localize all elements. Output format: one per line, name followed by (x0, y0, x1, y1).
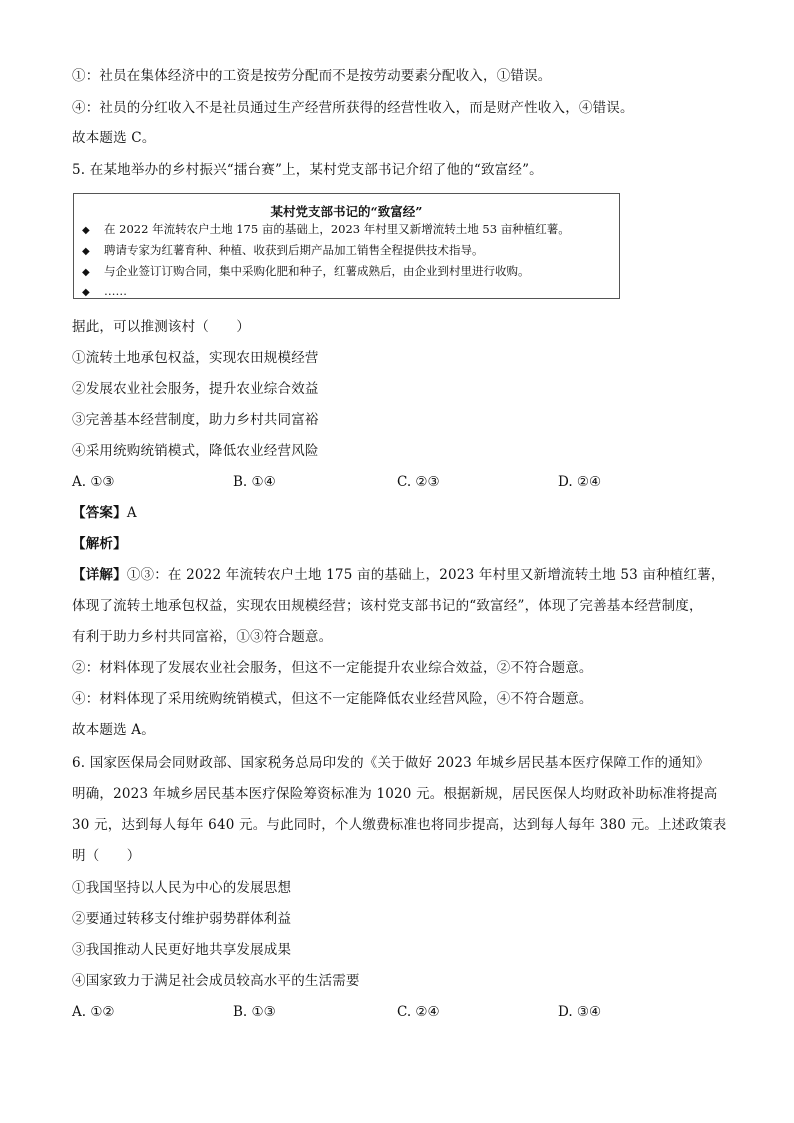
diamond-bullet-icon: ◆ (82, 287, 90, 298)
q6-option-d: D. ③④ (558, 1004, 602, 1020)
q6-option-b: B. ①③ (233, 1004, 276, 1020)
q6-option-c: C. ②④ (397, 1004, 440, 1020)
diamond-bullet-icon: ◆ (82, 267, 90, 278)
q5-bullet: ◆ …… (82, 283, 127, 301)
answer-tag: 【答案】 (72, 505, 127, 521)
q5-bullet: ◆ 在 2022 年流转农户土地 175 亩的基础上，2023 年村里又新增流转土地 53 亩种植红薯。 (82, 221, 570, 239)
q5-bullet: ◆ 与企业签订订购合同，集中采购化肥和种子，红薯成熟后，由企业到村里进行收购。 (82, 263, 530, 281)
detail-tag: 【详解】 (72, 567, 127, 583)
q5-stem: 5. 在某地举办的乡村振兴“擂台赛”上，某村党支部书记介绍了他的“致富经”。 (72, 162, 543, 178)
q5-answer (72, 504, 137, 522)
q6-stem-line-1: 6. 国家医保局会同财政部、国家税务总局印发的《关于做好 2023 年城乡居民基本医疗保障工作的通知》 (72, 755, 710, 771)
conclusion-line: 故本题选 C。 (72, 130, 156, 146)
q6-statement-1: ①我国坚持以人民为中心的发展思想 (72, 880, 292, 896)
q5-statement-2: ②发展农业社会服务，提升农业综合效益 (72, 381, 319, 397)
q5-detail-line-4: ②：材料体现了发展农业社会服务，但这不一定能提升农业综合效益，②不符合题意。 (72, 660, 593, 676)
q5-option-d: D. ②④ (558, 474, 602, 490)
q5-detail-line-6: 故本题选 A。 (72, 722, 155, 738)
q5-statement-4: ④采用统购统销模式，降低农业经营风险 (72, 443, 319, 459)
q5-detail-line-3: 有利于助力乡村共同富裕，①③符合题意。 (72, 629, 333, 645)
q6-stem-line-3: 30 元，达到每人每年 640 元。与此同时，个人缴费标准也将同步提高，达到每人每年 380 元。上述政策表 (72, 817, 727, 833)
q6-statement-3: ③我国推动人民更好地共享发展成果 (72, 942, 292, 958)
q5-statement-1: ①流转土地承包权益，实现农田规模经营 (72, 350, 319, 366)
q5-detail-line-5: ④：材料体现了采用统购统销模式，但这不一定能降低农业经营风险，④不符合题意。 (72, 691, 593, 707)
q5-option-a: A. ①③ (72, 474, 115, 490)
analysis-line-1: ①：社员在集体经济中的工资是按劳分配而不是按劳动要素分配收入，①错误。 (72, 68, 552, 84)
answer-value: A (126, 505, 137, 521)
diamond-bullet-icon: ◆ (82, 246, 90, 257)
q5-detail-line-2: 体现了流转土地承包权益，实现农田规模经营；该村党支部书记的“致富经”，体现了完善基本经营制度， (72, 598, 703, 614)
q5-prompt: 据此，可以推测该村（ ） (72, 319, 251, 335)
analysis-line-4: ④：社员的分红收入不是社员通过生产经营所获得的经营性收入，而是财产性收入，④错误。 (72, 100, 634, 116)
q5-detail-line-1: 【详解】①③：在 2022 年流转农户土地 175 亩的基础上，2023 年村里又新增流转土地 53 亩种植红薯， (72, 567, 725, 583)
q5-statement-3: ③完善基本经营制度，助力乡村共同富裕 (72, 412, 319, 428)
q5-option-c: C. ②③ (397, 474, 440, 490)
q5-material-box (73, 193, 620, 299)
q5-box-title: 某村党支部书记的“致富经” (270, 204, 423, 219)
q6-stem-line-4: 明（ ） (72, 848, 141, 864)
q5-option-b: B. ①④ (233, 474, 276, 490)
q5-analysis-tag: 【解析】 (72, 536, 127, 552)
q6-option-a: A. ①② (72, 1004, 115, 1020)
q6-statement-2: ②要通过转移支付维护弱势群体利益 (72, 911, 292, 927)
diamond-bullet-icon: ◆ (82, 225, 90, 236)
q5-bullet: ◆ 聘请专家为红薯育种、种植、收获到后期产品加工销售全程提供技术指导。 (82, 242, 484, 260)
q6-stem-line-2: 明确，2023 年城乡居民基本医疗保险筹资标准为 1020 元。根据新规，居民医保人均财政补助标准将提高 (72, 786, 718, 802)
q6-statement-4: ④国家致力于满足社会成员较高水平的生活需要 (72, 973, 360, 989)
